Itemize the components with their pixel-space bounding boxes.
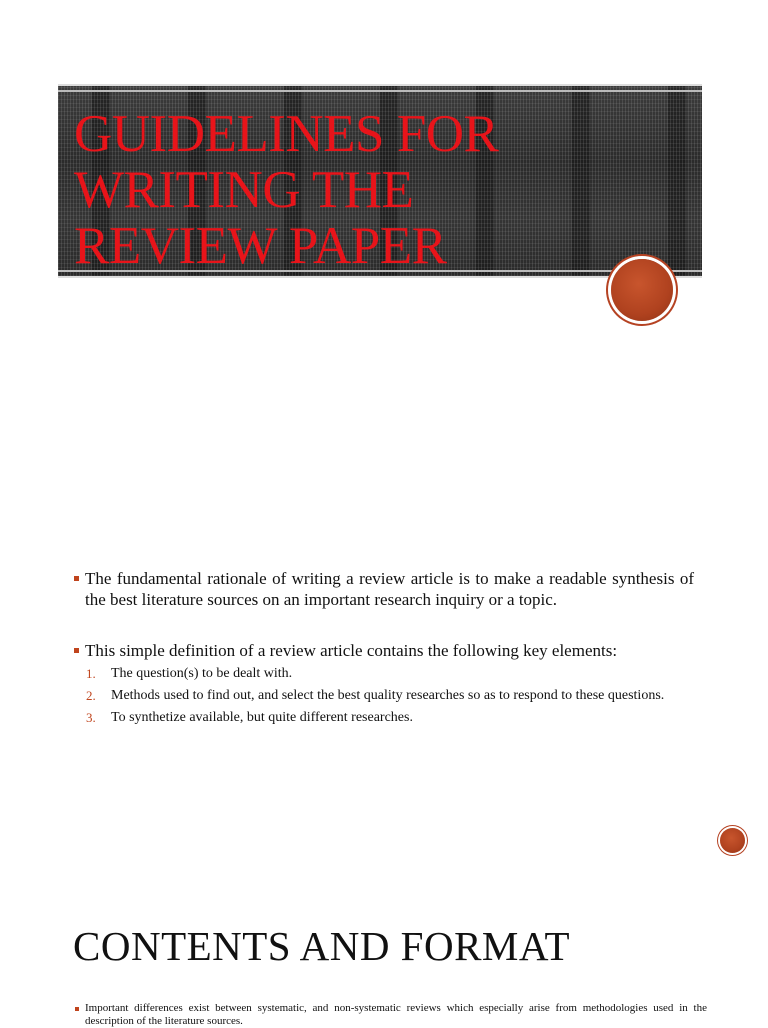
bullet-item bbox=[72, 641, 694, 662]
title-banner bbox=[58, 84, 702, 278]
square-bullet-icon bbox=[74, 576, 79, 581]
decorative-orb-icon bbox=[611, 259, 673, 321]
list-item-text: Methods used to find out, and select the best quality researches so as to respond to these questions. bbox=[111, 687, 665, 703]
list-number: 1. bbox=[86, 665, 96, 681]
square-bullet-icon bbox=[74, 648, 79, 653]
slide-content bbox=[72, 569, 694, 731]
list-item bbox=[86, 709, 694, 726]
section-title: CONTENTS AND FORMAT bbox=[73, 923, 570, 969]
list-item-text: The question(s) to be dealt with. bbox=[111, 665, 293, 681]
bullet-item bbox=[72, 1002, 707, 1028]
list-number: 2. bbox=[86, 687, 96, 703]
list-item bbox=[86, 687, 694, 704]
decorative-orb-icon bbox=[720, 828, 745, 853]
key-elements-list bbox=[72, 665, 694, 726]
list-item-text: To synthetize available, but quite different researches. bbox=[111, 709, 413, 725]
bullet-text: The fundamental rationale of writing a review article is to make a readable synthesis of the best literature sources on an important research inquiry or a topic. bbox=[85, 569, 694, 609]
bullet-text: This simple definition of a review article contains the following key elements: bbox=[85, 641, 618, 660]
bullet-item bbox=[72, 569, 694, 610]
list-item bbox=[86, 665, 694, 682]
list-number: 3. bbox=[86, 709, 96, 725]
bullet-text: Important differences exist between systematic, and non-systematic reviews which especially arise from methodologies used in the description of the literature sources. bbox=[85, 1002, 707, 1027]
square-bullet-icon bbox=[75, 1007, 79, 1011]
slide-title: GUIDELINES FOR WRITING THE REVIEW PAPER bbox=[74, 105, 499, 275]
